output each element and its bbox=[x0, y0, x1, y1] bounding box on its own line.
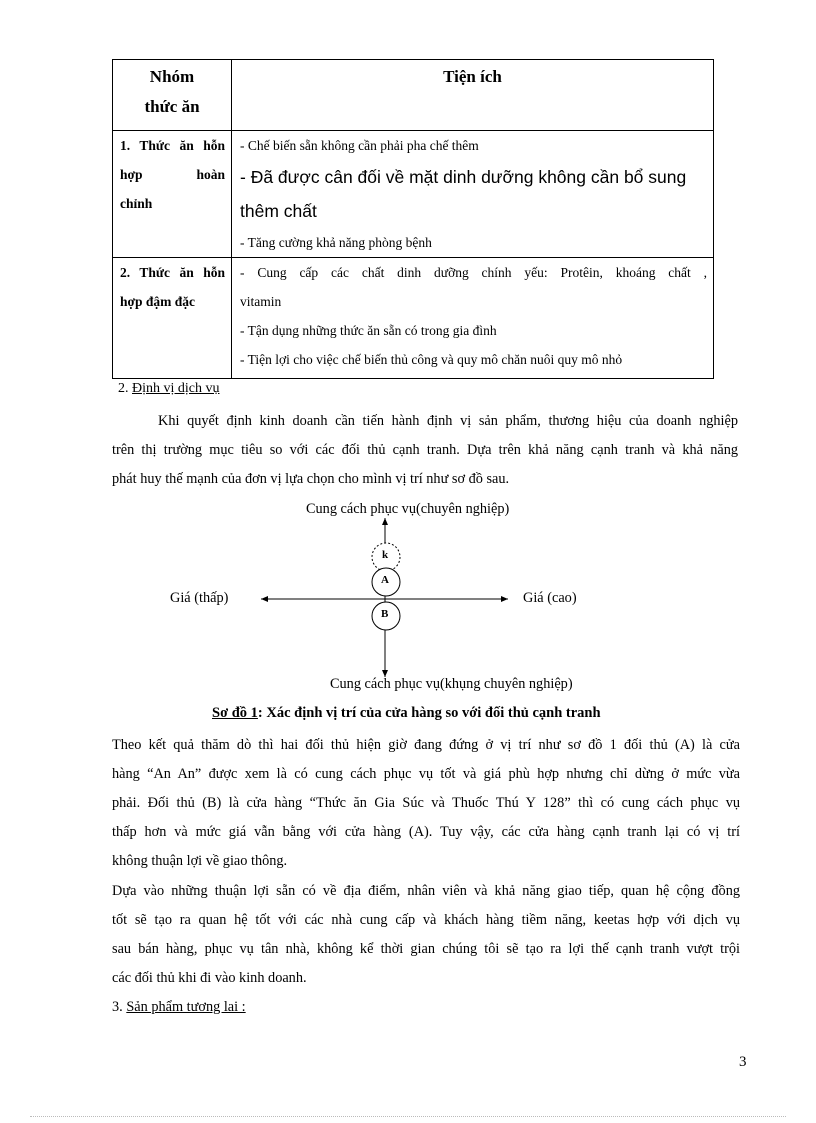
intro-line: phát huy thế mạnh của đơn vị lựa chọn cho mình vị trí như sơ đồ sau. bbox=[112, 471, 510, 487]
section-3-heading bbox=[112, 999, 246, 1016]
page-number: 3 bbox=[739, 1054, 747, 1070]
header-group bbox=[113, 60, 232, 131]
paragraph-line: không thuận lợi về giao thông. bbox=[112, 853, 288, 869]
benefit-item: vitamin bbox=[240, 294, 282, 309]
diagram-bottom-label: Cung cách phục vụ(khụng chuyên nghiệp) bbox=[330, 676, 573, 692]
paragraph-line: hàng “An An” được xem là có cung cách phục vụ tốt và giá phù hợp nhưng chỉ dừng ở mức vừa bbox=[112, 766, 740, 782]
group-line: chỉnh bbox=[120, 196, 153, 211]
diagram-top-label: Cung cách phục vụ(chuyên nghiệp) bbox=[306, 501, 510, 517]
section-3-number: 3. bbox=[112, 999, 123, 1015]
table-row bbox=[113, 131, 714, 258]
diagram-caption bbox=[212, 705, 601, 722]
analysis-paragraph bbox=[112, 731, 740, 876]
table-header-row bbox=[113, 60, 714, 131]
header-benefit bbox=[232, 60, 714, 131]
benefit-cell bbox=[232, 131, 714, 258]
section-2-title: Định vị dịch vụ bbox=[132, 381, 220, 396]
advantage-paragraph bbox=[112, 877, 740, 993]
group-line: hợp đậm đặc bbox=[120, 294, 195, 309]
header-group-text: Nhóm thức ăn bbox=[144, 67, 200, 116]
section-2-number: 2. bbox=[118, 381, 129, 396]
group-line: 2. Thức ăn hỗn bbox=[120, 265, 225, 280]
paragraph-line: Dựa vào những thuận lợi sẵn có về địa điểm, nhân viên và khả năng giao tiếp, quan hệ cộng đồng bbox=[112, 883, 740, 899]
group-cell bbox=[113, 131, 232, 258]
section-2-heading bbox=[118, 381, 220, 397]
intro-line: trên thị trường mục tiêu so với các đối thủ cạnh tranh. Dựa trên khả năng cạnh tranh và khả năng bbox=[112, 442, 738, 458]
diagram-right-label: Giá (cao) bbox=[523, 590, 577, 606]
paragraph-line: thấp hơn và mức giá vẫn bằng với cửa hàng (A). Tuy vậy, các cửa hàng cạnh tranh lại có vị trí bbox=[112, 824, 740, 840]
benefit-item: - Tăng cường khả năng phòng bệnh bbox=[240, 235, 432, 250]
benefit-item: thêm chất bbox=[240, 201, 317, 221]
group-line: 1. Thức ăn hỗn bbox=[120, 138, 225, 153]
paragraph-line: các đối thủ khi đi vào kinh doanh. bbox=[112, 970, 307, 986]
group-line: hợp hoàn bbox=[120, 167, 225, 182]
paragraph-line: Theo kết quả thăm dò thì hai đối thủ hiện giờ đang đứng ở vị trí như sơ đồ 1 đối thủ (A) là cửa bbox=[112, 737, 740, 753]
benefits-table bbox=[112, 59, 714, 379]
positioning-diagram bbox=[250, 515, 520, 680]
section-3-title: Sản phẩm tương lai : bbox=[126, 999, 246, 1015]
benefit-item: - Chế biến sẵn không cần phải pha chế thêm bbox=[240, 138, 479, 153]
table-row bbox=[113, 258, 714, 379]
caption-text: : Xác định vị trí của cửa hàng so với đối thủ cạnh tranh bbox=[257, 705, 601, 721]
benefit-item: - Đã được cân đối về mặt dinh dưỡng không cần bổ sung bbox=[240, 167, 687, 187]
benefit-item: - Tận dụng những thức ăn sẵn có trong gia đình bbox=[240, 323, 497, 338]
benefit-cell bbox=[232, 258, 714, 379]
benefit-item: - Cung cấp các chất dinh dưỡng chính yếu: Protêin, khoáng chất , bbox=[240, 265, 707, 280]
caption-prefix: Sơ đồ 1 bbox=[212, 705, 258, 721]
diagram-left-label: Giá (thấp) bbox=[170, 590, 229, 606]
header-benefit-text: Tiện ích bbox=[443, 67, 502, 86]
circle-k-label: k bbox=[382, 549, 389, 561]
paragraph-line: phải. Đối thủ (B) là cửa hàng “Thức ăn Gia Súc và Thuốc Thú Y 128” thì có cung cách phục vụ bbox=[112, 795, 740, 811]
group-cell bbox=[113, 258, 232, 379]
paragraph-line: tốt sẽ tạo ra quan hệ tốt với các nhà cung cấp và khách hàng tiềm năng, keetas hợp với dịch vụ bbox=[112, 912, 740, 928]
intro-line: Khi quyết định kinh doanh cần tiến hành định vị sản phẩm, thương hiệu của doanh nghiệp bbox=[158, 413, 738, 429]
circle-b-label: B bbox=[381, 608, 389, 620]
circle-a-label: A bbox=[381, 574, 389, 586]
page-bottom-divider bbox=[30, 1116, 786, 1117]
paragraph-line: sau bán hàng, phục vụ tân nhà, không kể thời gian chúng tôi sẽ tạo ra lợi thế cạnh tranh vượt trội bbox=[112, 941, 740, 957]
intro-paragraph bbox=[112, 407, 738, 494]
benefit-item: - Tiện lợi cho việc chế biến thủ công và quy mô chăn nuôi quy mô nhỏ bbox=[240, 352, 623, 367]
